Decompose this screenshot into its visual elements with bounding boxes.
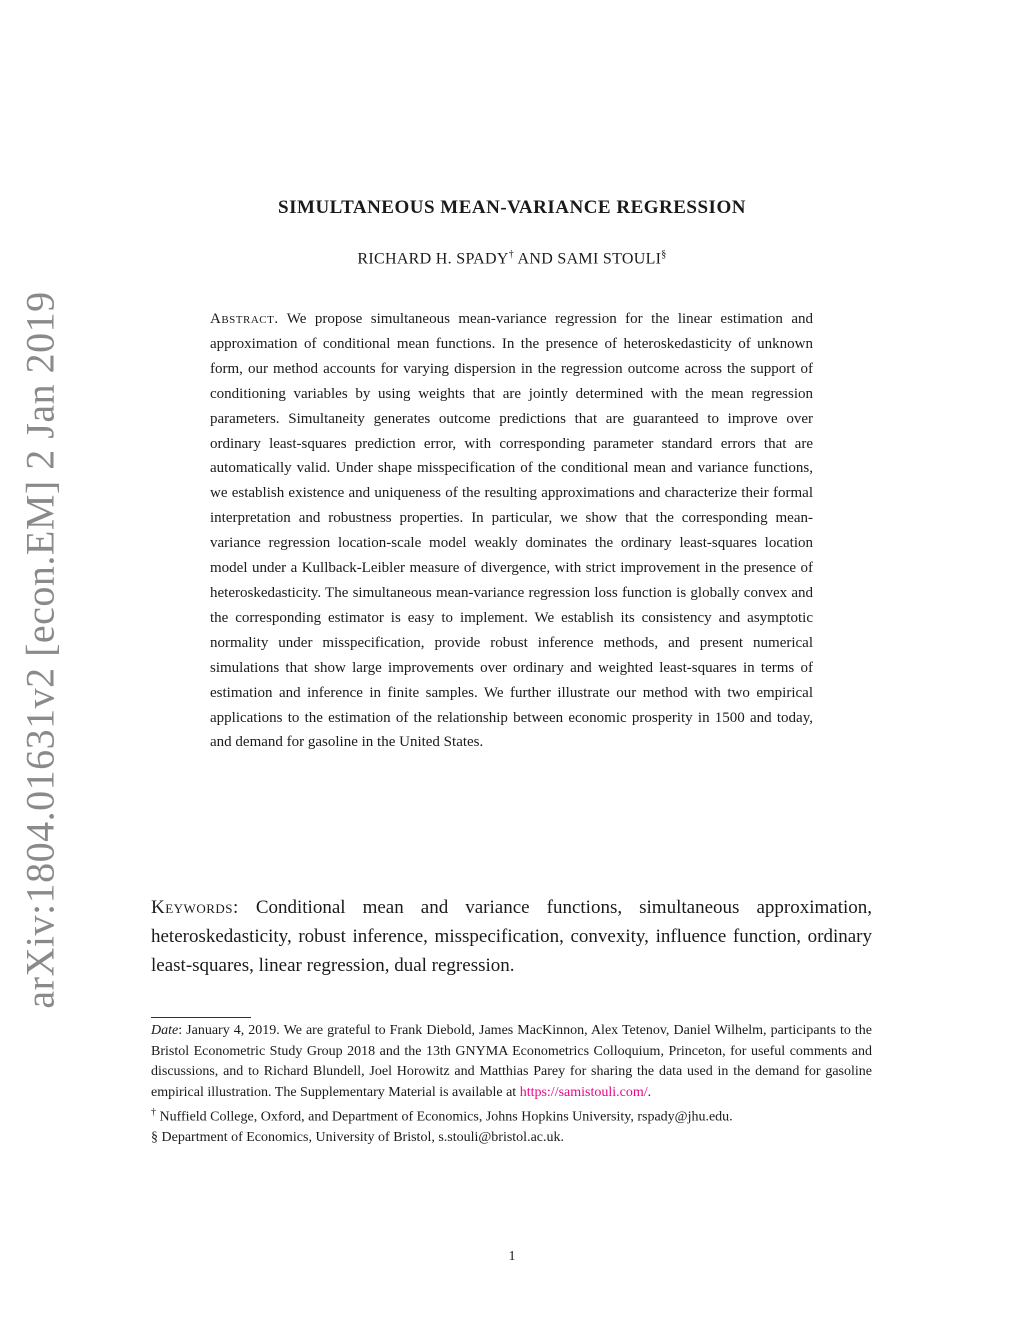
author-conjunction: AND — [517, 250, 554, 268]
abstract-text: We propose simultaneous mean-variance regression for the linear estimation and approximation of conditional mean functions. In the presence of heteroskedasticity of unknown form, our method accounts for varying dispersion in the regression outcome across the support of conditioning variables by using weights that are jointly determined with the mean regression parameters. Simultaneity generates outcome predictions that are guaranteed to improve over ordinary least-squares prediction error, with corresponding parameter standard errors that are automatically valid. Under shape misspecification of the conditional mean and variance functions, we establish existence and uniqueness of the resulting approximations and characterize their formal interpretation and robustness properties. In particular, we show that the corresponding mean-variance regression location-scale model weakly dominates the ordinary least-squares location model under a Kullback-Leibler measure of divergence, with strict improvement in the presence of heteroskedasticity. The simultaneous mean-variance regression loss function is globally convex and the corresponding estimator is easy to implement. We establish its consistency and asymptotic normality under misspecification, provide robust inference methods, and present numerical simulations that show large improvements over ordinary and weighted least-squares in terms of estimation and inference in finite samples. We further illustrate our method with two empirical applications to the estimation of the relationship between economic prosperity in 1500 and today, and demand for gasoline in the United States. — [210, 311, 813, 751]
date-end: . — [647, 1084, 652, 1100]
footnote-mark: † — [508, 249, 515, 260]
author-name: RICHARD H. SPADY — [357, 250, 509, 268]
footnote-mark: § — [661, 249, 667, 260]
date-label: Date — [151, 1023, 179, 1038]
page-number: 1 — [508, 1249, 516, 1264]
footnote-affiliation-spady — [151, 1103, 872, 1128]
footnote-affiliation-stouli — [151, 1128, 872, 1149]
author-line — [0, 249, 1024, 268]
keywords — [151, 893, 872, 980]
footnote-date — [151, 1021, 872, 1103]
abstract-label: Abstract. — [210, 311, 279, 327]
abstract — [210, 307, 813, 755]
keywords-text: Conditional mean and variance functions, simultaneous approximation, heteroskedasticity, robust inference, misspecification, convexity, influence function, ordinary least-squares, linear regression, dual regression. — [151, 897, 872, 976]
footnote-mark: † — [151, 1107, 156, 1118]
date-text: : January 4, 2019. We are grateful to Frank Diebold, James MacKinnon, Alex Tetenov, Daniel Wilhelm, participants to the Bristol Econometric Study Group 2018 and the 13th GNYMA Econometrics Colloquium, Princeton, for useful comments and discussions, and to Richard Blundell, Joel Horowitz and Matthias Parey for sharing the data used in the demand for gasoline empirical illustration. The Supplementary Material is available at — [151, 1023, 872, 1100]
keywords-label: Keywords: — [151, 897, 239, 918]
footnotes — [151, 1021, 872, 1149]
paper-title: SIMULTANEOUS MEAN-VARIANCE REGRESSION — [278, 197, 746, 218]
arxiv-identifier: arXiv:1804.01631v2 [econ.EM] 2 Jan 2019 — [17, 291, 63, 1009]
author-name: SAMI STOULI — [557, 250, 662, 268]
affiliation-text: Nuffield College, Oxford, and Department of Economics, Johns Hopkins University, rspady@jhu.edu. — [159, 1109, 733, 1125]
footnote-rule — [151, 1017, 251, 1018]
affiliation-text: Department of Economics, University of Bristol, s.stouli@bristol.ac.uk. — [161, 1130, 564, 1146]
footnote-mark: § — [151, 1130, 158, 1146]
supplementary-link[interactable]: https://samistouli.com/ — [519, 1084, 648, 1100]
